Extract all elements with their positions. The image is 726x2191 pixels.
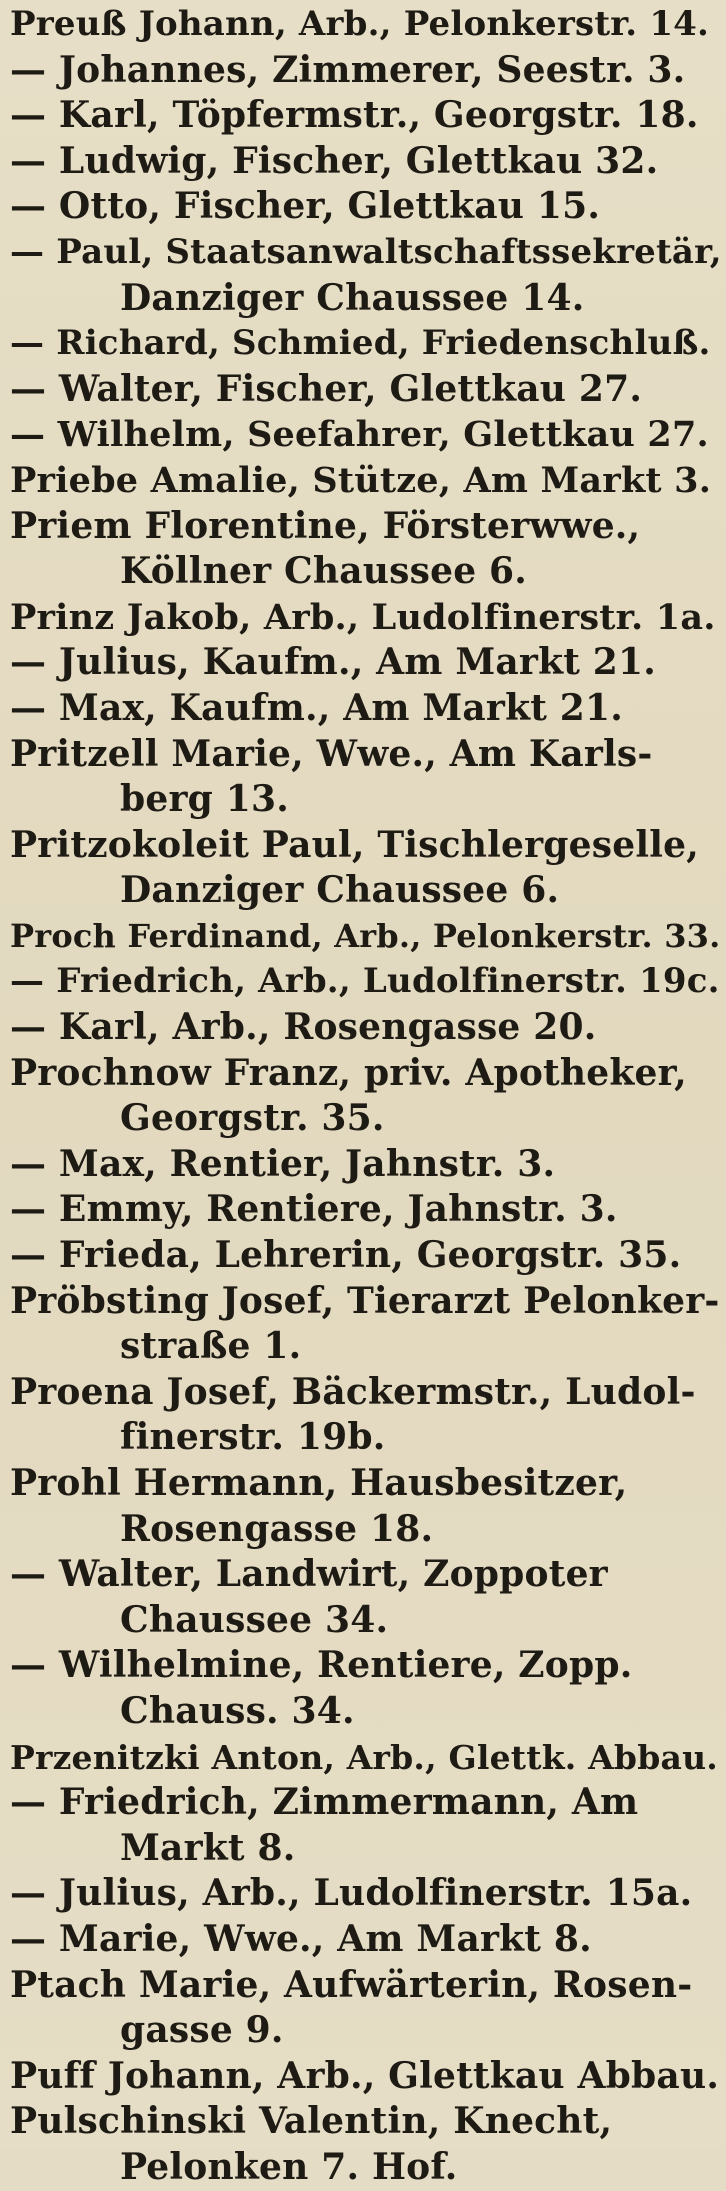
directory-entry [10, 1780, 722, 1871]
directory-entry [10, 1735, 722, 1781]
entry-continuation-line: straße 1. [120, 1325, 302, 1368]
entry-continuation-line: Markt 8. [120, 1826, 296, 1869]
entry-line: Pritzell Marie, Wwe., Am Karls- [10, 732, 653, 775]
directory-entry [10, 732, 722, 823]
entry-continuation-line: Köllner Chaussee 6. [120, 550, 528, 593]
entry-line: — Max, Kaufm., Am Markt 21. [10, 686, 624, 729]
entry-line: — Emmy, Rentiere, Jahnstr. 3. [10, 1188, 618, 1231]
directory-entry [10, 1187, 722, 1233]
entry-line: — Ludwig, Fischer, Glettkau 32. [10, 139, 659, 182]
entry-line: — Otto, Fischer, Glettkau 15. [10, 185, 601, 228]
entry-line: Proena Josef, Bäckermstr., Ludol- [10, 1370, 696, 1413]
directory-entry [10, 230, 722, 321]
directory-entry [10, 458, 722, 504]
directory-entry [10, 412, 722, 458]
directory-entry [10, 48, 722, 94]
directory-entry [10, 1871, 722, 1917]
entry-line: — Karl, Arb., Rosengasse 20. [10, 1006, 597, 1049]
directory-entry [10, 2, 722, 48]
directory-entry [10, 1917, 722, 1963]
entry-line: — Wilhelmine, Rentiere, Zopp. [10, 1644, 633, 1687]
entry-line: Prohl Hermann, Hausbesitzer, [10, 1462, 628, 1504]
directory-entry [10, 1279, 722, 1370]
entry-line: Preuß Johann, Arb., Pelonkerstr. 14. [10, 4, 710, 44]
entry-continuation-line: berg 13. [120, 778, 289, 821]
directory-entry [10, 1142, 722, 1188]
directory-entry [10, 1643, 722, 1734]
directory-entry [10, 1963, 722, 2054]
entry-line: — Walter, Landwirt, Zoppoter [10, 1553, 608, 1596]
directory-entry [10, 367, 722, 413]
entry-continuation-line: Danziger Chaussee 6. [120, 869, 560, 912]
directory-entry [10, 2054, 722, 2100]
entry-line: Priebe Amalie, Stütze, Am Markt 3. [10, 459, 712, 501]
entry-line: Ptach Marie, Aufwärterin, Rosen- [10, 1963, 693, 2006]
entry-line: Pulschinski Valentin, Knecht, [10, 2100, 613, 2143]
entry-line: Pritzokoleit Paul, Tischlergeselle, [10, 823, 699, 866]
directory-entry [10, 823, 722, 914]
entry-line: Puff Johann, Arb., Glettkau Abbau. [10, 2054, 720, 2097]
entry-continuation-line: gasse 9. [120, 2009, 284, 2052]
entry-line: Prochnow Franz, priv. Apotheker, [10, 1051, 687, 1094]
entry-line: Przenitzki Anton, Arb., Glettk. Abbau. [10, 1737, 718, 1777]
directory-entry [10, 504, 722, 595]
entry-line: Pröbsting Josef, Tierarzt Pelonker- [10, 1279, 720, 1322]
entry-line: — Julius, Arb., Ludolfinerstr. 15a. [10, 1872, 693, 1915]
directory-entry [10, 1005, 722, 1051]
entry-line: — Frieda, Lehrerin, Georgstr. 35. [10, 1234, 682, 1277]
directory-entry [10, 914, 722, 960]
directory-entry [10, 1461, 722, 1552]
entry-continuation-line: Danziger Chaussee 14. [120, 276, 585, 319]
entry-line: — Walter, Fischer, Glettkau 27. [10, 367, 643, 410]
entry-line: — Wilhelm, Seefahrer, Glettkau 27. [10, 414, 709, 456]
entry-line: — Johannes, Zimmerer, Seestr. 3. [10, 48, 686, 91]
entry-continuation-line: Pelonken 7. Hof. [120, 2145, 458, 2188]
directory-entry [10, 959, 722, 1005]
directory-entry [10, 686, 722, 732]
entry-line: Priem Florentine, Försterwwe., [10, 504, 641, 547]
entry-continuation-line: Georgstr. 35. [120, 1097, 385, 1140]
entry-line: — Friedrich, Arb., Ludolfinerstr. 19c. [10, 961, 720, 1002]
directory-entry [10, 2099, 722, 2190]
entry-continuation-line: Chaussee 34. [120, 1598, 389, 1641]
entry-line: — Max, Rentier, Jahnstr. 3. [10, 1142, 556, 1185]
entry-line: Proch Ferdinand, Arb., Pelonkerstr. 33. [10, 916, 721, 955]
entry-line: — Richard, Schmied, Friedenschluß. [10, 323, 711, 364]
directory-entry [10, 93, 722, 139]
directory-entry [10, 1552, 722, 1643]
directory-entry [10, 1233, 722, 1279]
directory-entry [10, 595, 722, 641]
directory-column [10, 2, 722, 2191]
directory-entry [10, 321, 722, 367]
entry-line: — Friedrich, Zimmermann, Am [10, 1781, 639, 1824]
entry-continuation-line: Rosengasse 18. [120, 1507, 434, 1550]
directory-entry [10, 139, 722, 185]
entry-line: — Julius, Kaufm., Am Markt 21. [10, 641, 657, 684]
entry-line: — Marie, Wwe., Am Markt 8. [10, 1917, 592, 1960]
entry-continuation-line: finerstr. 19b. [120, 1416, 386, 1459]
directory-entry [10, 1051, 722, 1142]
directory-entry [10, 1370, 722, 1461]
directory-entry [10, 184, 722, 230]
directory-entry [10, 640, 722, 686]
entry-line: Prinz Jakob, Arb., Ludolfinerstr. 1a. [10, 596, 716, 638]
entry-line: — Paul, Staatsanwaltschaftssekretär, [10, 231, 722, 272]
entry-line: — Karl, Töpfermstr., Georgstr. 18. [10, 94, 699, 137]
entry-continuation-line: Chauss. 34. [120, 1689, 355, 1732]
